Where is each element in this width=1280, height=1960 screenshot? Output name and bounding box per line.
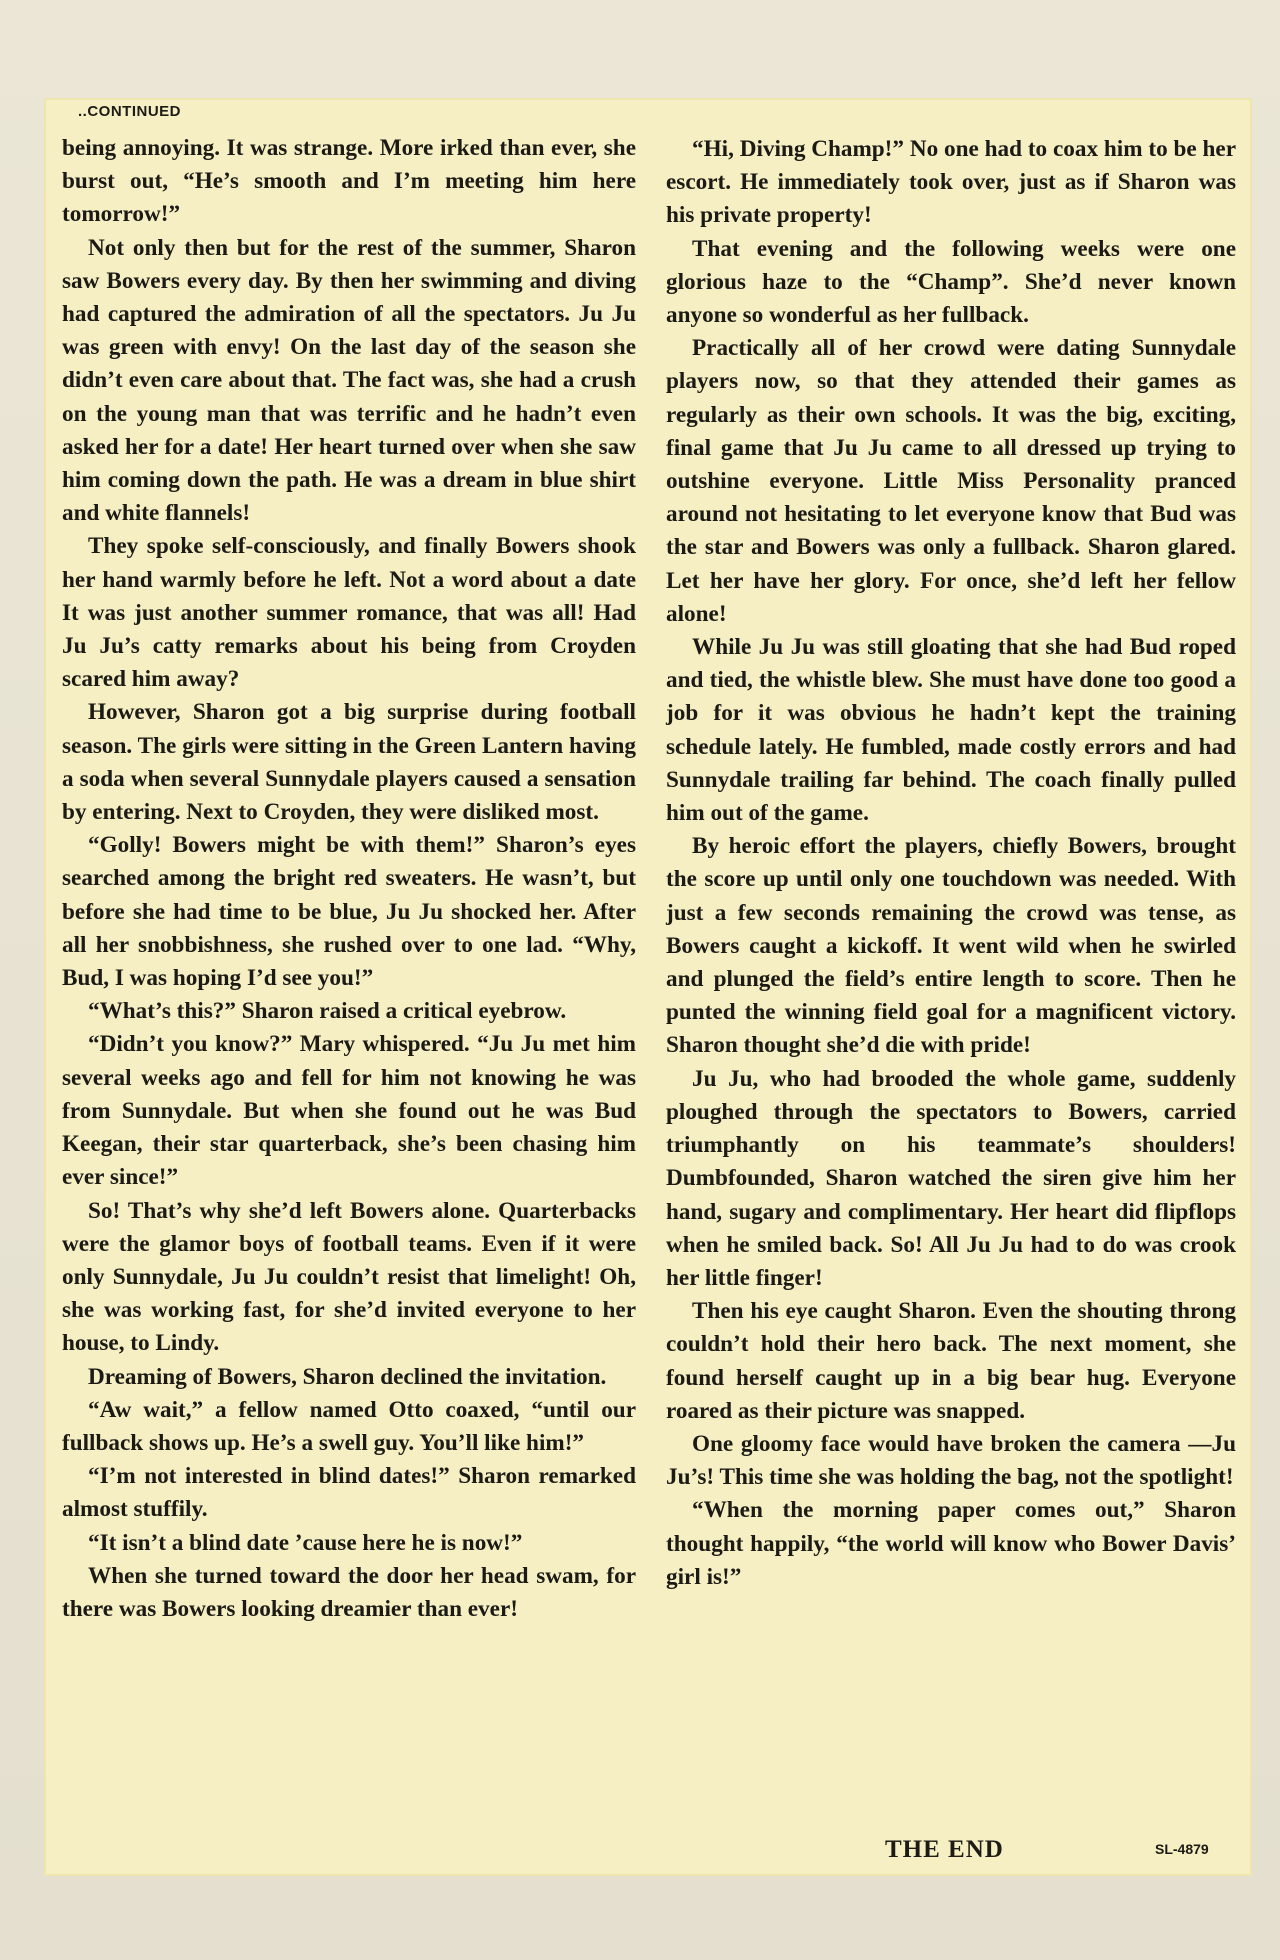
page-code: SL-4879 <box>1155 1841 1209 1857</box>
paragraph: That evening and the following weeks were one glorious haze to the “Champ”. She’d never known anyone so wonderful as her fullback. <box>666 235 1236 329</box>
paragraph: Then his eye caught Sharon. Even the shouting throng couldn’t hold their hero back. The next moment, she found herself caught up in a big bear hug. Everyone roared as their picture was snapped. <box>666 1298 1236 1424</box>
paragraph: When she turned toward the door her head swam, for there was Bowers looking dreamier than ever! <box>62 1562 636 1622</box>
paragraph: One gloomy face would have broken the camera —Ju Ju’s! This time she was holding the bag, not the spotlight! <box>666 1430 1236 1491</box>
paragraph: “Golly! Bowers might be with them!” Sharon’s eyes searched among the bright red sweaters. He wasn’t, but before she had time to be blue, Ju Ju shocked her. After all her snobbishness, she rushed over to one lad. “Why, Bud, I was hoping I’d see you!” <box>62 832 636 992</box>
left-column <box>62 132 636 1626</box>
paragraph: “When the morning paper comes out,” Sharon thought happily, “the world will know who Bower Davis’ girl is!” <box>666 1497 1236 1590</box>
the-end-label: THE END <box>885 1836 1004 1863</box>
continued-label: ..CONTINUED <box>78 103 182 120</box>
paragraph: “Aw wait,” a fellow named Otto coaxed, “until our fullback shows up. He’s a swell guy. You’ll like him!” <box>62 1396 636 1456</box>
paragraph: They spoke self-consciously, and finally Bowers shook her hand warmly before he left. Not a word about a date It was just another summer romance, that was all! Had Ju Ju’s catty remarks about his being from Croyden scared him away? <box>62 533 636 693</box>
paragraph: “Didn’t you know?” Mary whispered. “Ju Ju met him several weeks ago and fell for him not knowing he was from Sunnydale. But when she found out he was Bud Keegan, their star quarterback, she’s been chasing him ever since!” <box>62 1031 636 1191</box>
paragraph: However, Sharon got a big surprise during football season. The girls were sitting in the Green Lantern having a soda when several Sunnydale players caused a sensation by entering. Next to Croyden, they were disliked most. <box>62 699 636 826</box>
right-column <box>666 133 1236 1594</box>
paragraph: “I’m not interested in blind dates!” Sharon remarked almost stuffily. <box>62 1463 636 1523</box>
paragraph: By heroic effort the players, chiefly Bowers, brought the score up until only one touchdown was needed. With just a few seconds remaining the crowd was tense, as Bowers caught a kickoff. It went wild when he swirled and plunged the field’s entire length to score. Then he punted the winning field goal for a magnificent victory. Sharon thought she’d die with pride! <box>666 833 1236 1059</box>
paragraph: Dreaming of Bowers, Sharon declined the invitation. <box>88 1363 607 1390</box>
paragraph: While Ju Ju was still gloating that she had Bud roped and tied, the whistle blew. She must have done too good a job for it was obvious he hadn’t kept the training schedule lately. He fumbled, made costly errors and had Sunnydale trailing far behind. The coach finally pulled him out of the game. <box>666 634 1236 827</box>
paragraph: “What’s this?” Sharon raised a critical eyebrow. <box>88 998 567 1025</box>
paragraph: Ju Ju, who had brooded the whole game, suddenly ploughed through the spectators to Bowers, carried triumphantly on his teammate’s shoulders! Dumbfounded, Sharon watched the siren give him her hand, sugary and complimentary. Her heart did flipflops when he smiled back. So! All Ju Ju had to do was crook her little finger! <box>666 1065 1236 1291</box>
paragraph: So! That’s why she’d left Bowers alone. Quarterbacks were the glamor boys of football teams. Even if it were only Sunnydale, Ju Ju couldn’t resist that limelight! Oh, she was working fast, for she’d invited everyone to her house, to Lindy. <box>62 1197 636 1357</box>
paragraph: being annoying. It was strange. More irked than ever, she burst out, “He’s smooth and I’m meeting him here tomorrow!” <box>62 135 636 228</box>
paragraph: Not only then but for the rest of the summer, Sharon saw Bowers every day. By then her swimming and diving had captured the admiration of all the spectators. Ju Ju was green with envy! On the last day of the season she didn’t even care about that. The fact was, she had a crush on the young man that was terrific and he hadn’t even asked her for a date! Her heart turned over when she saw him coming down the path. He was a dream in blue shirt and white flannels! <box>62 234 636 527</box>
paragraph: Practically all of her crowd were dating Sunnydale players now, so that they attended their games as regularly as their own schools. It was the big, exciting, final game that Ju Ju came to all dressed up trying to outshine everyone. Little Miss Personality pranced around not hesitating to let everyone know that Bud was the star and Bowers was only a fullback. Sharon glared. Let her have her glory. For once, she’d left her fellow alone! <box>666 335 1236 627</box>
paragraph: “It isn’t a blind date ’cause here he is now!” <box>88 1529 523 1556</box>
paragraph: “Hi, Diving Champ!” No one had to coax him to be her escort. He immediately took over, just as if Sharon was his private property! <box>666 136 1236 229</box>
